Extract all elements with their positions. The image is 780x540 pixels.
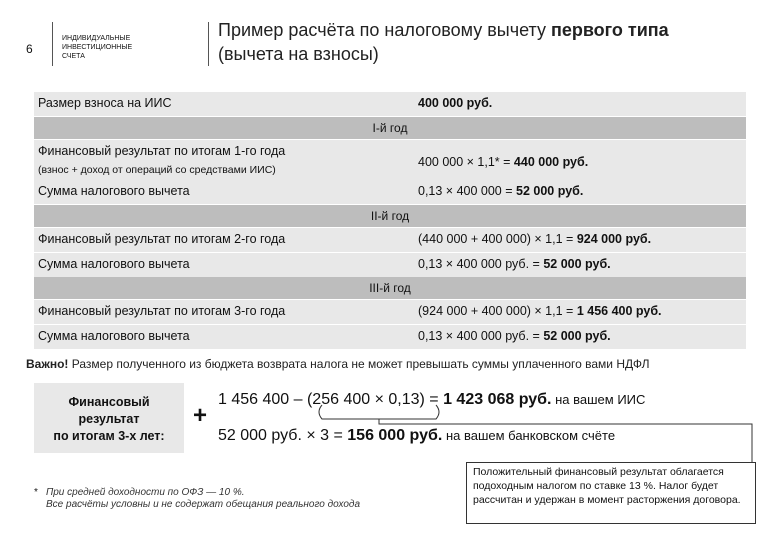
year3-ded-result: 52 000 руб. <box>543 329 611 343</box>
contribution-label: Размер взноса на ИИС <box>38 96 172 110</box>
year2-ded-result: 52 000 руб. <box>543 257 611 271</box>
year2-ded-formula: 0,13 × 400 000 руб. = <box>418 257 544 271</box>
year1-fin-sublabel: (взнос + доход от операций со средствами ИИС) <box>38 164 276 176</box>
year1-ded-result: 52 000 руб. <box>516 184 584 198</box>
year1-fin-result: 440 000 руб. <box>513 155 589 169</box>
year3-fin-label: Финансовый результат по итогам 3-го года <box>38 304 286 318</box>
note-bold: Важно! <box>26 357 69 371</box>
plus-sign: + <box>193 402 208 429</box>
fin-box-line: результат <box>78 412 140 426</box>
section-label-line: ИНДИВИДУАЛЬНЫЕ <box>62 35 131 42</box>
footnote <box>46 487 416 511</box>
iis-formula-text: 1 456 400 – (256 400 × 0,13) = <box>218 391 444 408</box>
bank-result-value: 156 000 руб. <box>347 427 443 444</box>
year1-ded-formula: 0,13 × 400 000 = <box>418 184 517 198</box>
bracket-path <box>319 405 439 419</box>
year3-fin-result: 1 456 400 руб. <box>576 304 662 318</box>
year-band-label: I-й год <box>372 121 408 135</box>
section-label-line: ИНВЕСТИЦИОННЫЕ <box>62 44 133 51</box>
tax-info-box: Положительный финансовый результат облагается подоходным налогом по ставке 13 %. Налог будет рассчитан и удержан в момент расторжения договора. <box>466 462 756 524</box>
note-text: Размер полученного из бюджета возврата налога не может превышать суммы уплаченного вами НДФЛ <box>68 357 650 371</box>
year2-fin-result: 924 000 руб. <box>576 232 652 246</box>
title-bold: первого типа <box>550 20 669 40</box>
fin-box-line: Финансовый <box>68 395 150 409</box>
footnote-line: Все расчёты условны и не содержат обещания реального дохода <box>46 499 361 510</box>
footnote-star: * <box>34 487 38 498</box>
year3-fin-formula: (924 000 + 400 000) × 1,1 = <box>418 304 577 318</box>
iis-result-value: 1 423 068 руб. <box>443 391 552 408</box>
year2-fin-formula: (440 000 + 400 000) × 1,1 = <box>418 232 577 246</box>
title-text: Пример расчёта по налоговому вычету <box>218 20 551 40</box>
year1-ded-label: Сумма налогового вычета <box>38 184 190 198</box>
year2-fin-label: Финансовый результат по итогам 2-го года <box>38 232 286 246</box>
title-subtext: (вычета на взносы) <box>218 44 379 64</box>
year1-fin-label: Финансовый результат по итогам 1-го года <box>38 144 286 158</box>
bank-result-suffix: на вашем банковском счёте <box>442 428 616 443</box>
fin-box-line: по итогам 3-х лет: <box>53 429 165 443</box>
page-number: 6 <box>26 42 33 56</box>
year2-ded-label: Сумма налогового вычета <box>38 257 190 271</box>
iis-result-suffix: на вашем ИИС <box>551 392 646 407</box>
year3-ded-label: Сумма налогового вычета <box>38 329 190 343</box>
year-band-label: III-й год <box>369 281 411 295</box>
year1-fin-formula: 400 000 × 1,1* = <box>418 155 514 169</box>
footnote-line: При средней доходности по ОФЗ — 10 %. <box>46 487 245 498</box>
year3-ded-formula: 0,13 × 400 000 руб. = <box>418 329 544 343</box>
section-label-line: СЧЕТА <box>62 53 85 60</box>
year-band-label: II-й год <box>370 209 410 223</box>
connector-path <box>379 419 752 462</box>
bank-formula-text: 52 000 руб. × 3 = <box>218 427 348 444</box>
contribution-value-text: 400 000 руб. <box>418 96 493 110</box>
